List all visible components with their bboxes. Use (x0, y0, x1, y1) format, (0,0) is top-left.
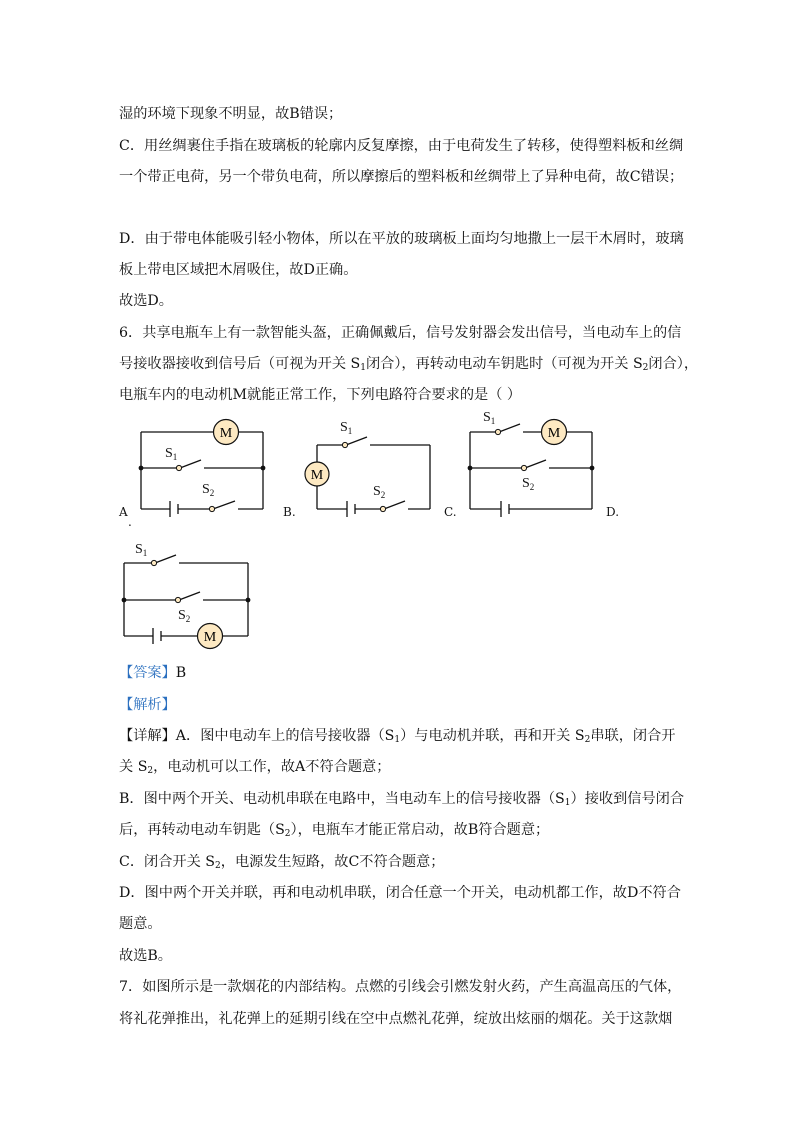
detail-line: B．图中两个开关、电动机串联在电路中，当电动车上的信号接收器$(S_1)$接收到信号闭合 (119, 791, 685, 808)
switch-labels (135, 410, 534, 624)
switch-label: $S_1$ (340, 420, 353, 436)
switch-label: $S_1$ (483, 410, 496, 426)
question-6-line: 号接收器接收到信号后（可视为开关 $S_1$闭合），再转动电动车钥匙时（可视为开关 $S_2$闭合）， (119, 356, 699, 373)
text-line: D．由于带电体能吸引轻小物体，所以在平放的玻璃板上面均匀地撒上一层干木屑时，玻璃 (119, 231, 684, 247)
detail-conclusion: 故选B。 (119, 948, 172, 964)
detail-line: 后，再转动电动车钥匙$(S_2)$，电瓶车才能正常启动，故B符合题意； (119, 822, 550, 839)
detail-line: D．图中两个开关并联，再和电动机串联，闭合任意一个开关，电动机都工作，故D不符合 (119, 885, 681, 901)
analysis-heading: 【解析】 (119, 697, 176, 713)
switch-label: $S_1$ (165, 446, 178, 462)
svg-text:M: M (203, 630, 217, 645)
svg-text:M: M (547, 426, 561, 441)
motor-icon (305, 462, 329, 486)
text-line: 板上带电区域把木屑吸住，故D正确。 (119, 262, 358, 278)
option-label-a: A (119, 505, 128, 519)
switch-label: $S_2$ (178, 608, 191, 624)
question-6-line: 6．共享电瓶车上有一款智能头盔，正确佩戴后，信号发射器会发出信号，当电动车上的信 (119, 325, 682, 341)
motor-icon (542, 420, 567, 445)
detail-line: 关 $S_2$，电动机可以工作，故A不符合题意； (119, 759, 391, 776)
circuit-c (470, 424, 592, 517)
detail-line: 【详解】A．图中电动车上的信号接收器$(S_1)$与电动机并联，再和开关 $S_2$串联，闭合开 (119, 728, 676, 745)
text-line: C．用丝绸裹住手指在玻璃板的轮廓内反复摩擦，由于电荷发生了转移，使得塑料板和丝绸 (119, 138, 684, 154)
text-line: 一个带正电荷，另一个带负电荷，所以摩擦后的塑料板和丝绸带上了异种电荷，故C错误； (119, 169, 684, 185)
circuit-diagrams (0, 405, 794, 665)
motor-icon (198, 624, 223, 649)
svg-text:M: M (219, 426, 233, 441)
text-line: 湿的环境下现象不明显，故B错误； (119, 106, 343, 122)
question-6-line: 电瓶车内的电动机M就能正常工作，下列电路符合要求的是（ ） (119, 387, 522, 403)
switch-label: $S_1$ (135, 542, 148, 558)
option-label-a-dot: . (128, 515, 132, 529)
answer-line: 【答案】B (119, 665, 187, 681)
detail-line: C．闭合开关 $S_2$，电源发生短路，故C不符合题意； (119, 854, 445, 871)
question-7-line: 7．如图所示是一款烟花的内部结构。点燃的引线会引燃发射火药，产生高温高压的气体， (119, 979, 682, 995)
switch-label: $S_2$ (373, 484, 386, 500)
detail-line: 题意。 (119, 916, 162, 932)
motor-icon (214, 420, 239, 445)
option-label-c: C. (444, 505, 457, 519)
svg-text:M: M (310, 468, 324, 483)
option-label-d: D. (606, 505, 620, 519)
question-7-line: 将礼花弹推出，礼花弹上的延期引线在空中点燃礼花弹，绽放出炫丽的烟花。关于这款烟 (119, 1011, 673, 1027)
circuit-d (124, 555, 248, 644)
switch-label: $S_2$ (202, 482, 215, 498)
switch-label: $S_2$ (522, 476, 535, 492)
circuit-a (141, 432, 263, 517)
option-label-b: B. (283, 505, 296, 519)
circuit-b (317, 437, 430, 517)
text-line: 故选D。 (119, 293, 173, 309)
